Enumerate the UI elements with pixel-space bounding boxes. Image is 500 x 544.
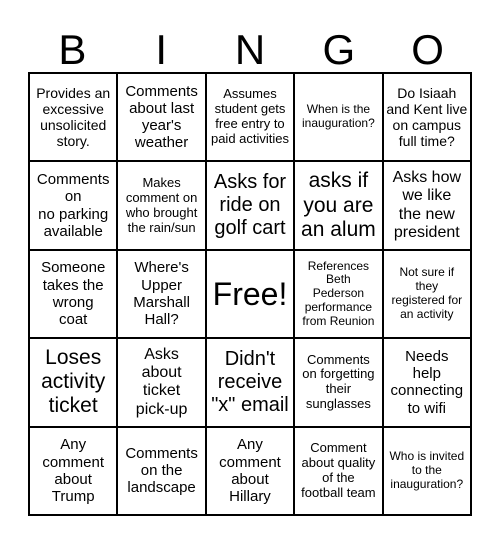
cell-text: asks if you are an alum <box>301 169 376 241</box>
bingo-cell[interactable] <box>206 73 294 161</box>
header-letter-n: N <box>234 26 266 73</box>
bingo-cell[interactable] <box>117 250 205 338</box>
bingo-cell[interactable] <box>383 427 471 515</box>
bingo-cell[interactable] <box>29 427 117 515</box>
cell-text: When is the inauguration? <box>302 102 375 131</box>
cell-text: Asks about ticket pick-up <box>135 345 188 418</box>
bingo-cell[interactable] <box>294 250 382 338</box>
cell-text: Asks how we like the new president <box>392 168 462 241</box>
cell-text: Provides an excessive unsolicited story. <box>36 85 111 150</box>
bingo-cell[interactable] <box>383 161 471 249</box>
bingo-cell[interactable] <box>383 73 471 161</box>
bingo-cell[interactable] <box>117 161 205 249</box>
cell-text: Where's Upper Marshall Hall? <box>133 259 190 329</box>
bingo-cell[interactable] <box>294 427 382 515</box>
cell-text: Comments about last year's weather <box>125 82 198 152</box>
bingo-cell[interactable] <box>117 338 205 426</box>
bingo-cell[interactable] <box>29 250 117 338</box>
cell-text: Any comment about Hillary <box>219 436 281 506</box>
cell-text: Do Isiaah and Kent live on campus full time? <box>386 85 468 150</box>
bingo-cell[interactable] <box>383 338 471 426</box>
bingo-cell[interactable] <box>29 338 117 426</box>
header-letter-o: O <box>411 26 444 73</box>
cell-text: Asks for ride on golf cart <box>213 171 287 240</box>
bingo-grid <box>28 72 472 516</box>
bingo-cell[interactable] <box>29 73 117 161</box>
free-space-text: Free! <box>212 275 288 312</box>
bingo-cell[interactable] <box>294 161 382 249</box>
cell-text: Comments on forgetting their sunglasses <box>302 351 375 412</box>
bingo-cell[interactable] <box>117 73 205 161</box>
cell-text: Needs help connecting to wifi <box>390 347 464 417</box>
cell-text: Any comment about Trump <box>42 436 105 506</box>
header-letter-i: I <box>155 26 168 73</box>
bingo-cell[interactable] <box>294 338 382 426</box>
cell-text: Makes comment on who brought the rain/sun <box>125 174 198 235</box>
bingo-cell[interactable] <box>29 161 117 249</box>
cell-text: Comments on the landscape <box>125 444 198 497</box>
bingo-cell[interactable] <box>206 427 294 515</box>
header-letter-g: G <box>322 26 356 73</box>
cell-text: Assumes student gets free entry to paid activities <box>210 86 290 147</box>
bingo-cell[interactable] <box>117 427 205 515</box>
bingo-header <box>28 28 472 72</box>
bingo-cell[interactable] <box>294 73 382 161</box>
cell-text: Loses activity ticket <box>41 346 106 418</box>
free-space-cell[interactable] <box>206 250 294 338</box>
header-letter-b: B <box>58 26 87 73</box>
bingo-cell[interactable] <box>206 338 294 426</box>
cell-text: Someone takes the wrong coat <box>41 259 106 329</box>
bingo-cell[interactable] <box>206 161 294 249</box>
cell-text: References Beth Pederson performance from Reunion <box>302 258 375 328</box>
cell-text: Not sure if they registered for an activity <box>391 265 463 321</box>
cell-text: Who is invited to the inauguration? <box>389 449 465 491</box>
cell-text: Comments on no parking available <box>36 171 110 240</box>
cell-text: Comment about quality of the football team <box>301 439 376 500</box>
cell-text: Didn't receive "x" email <box>211 347 289 416</box>
bingo-cell[interactable] <box>383 250 471 338</box>
